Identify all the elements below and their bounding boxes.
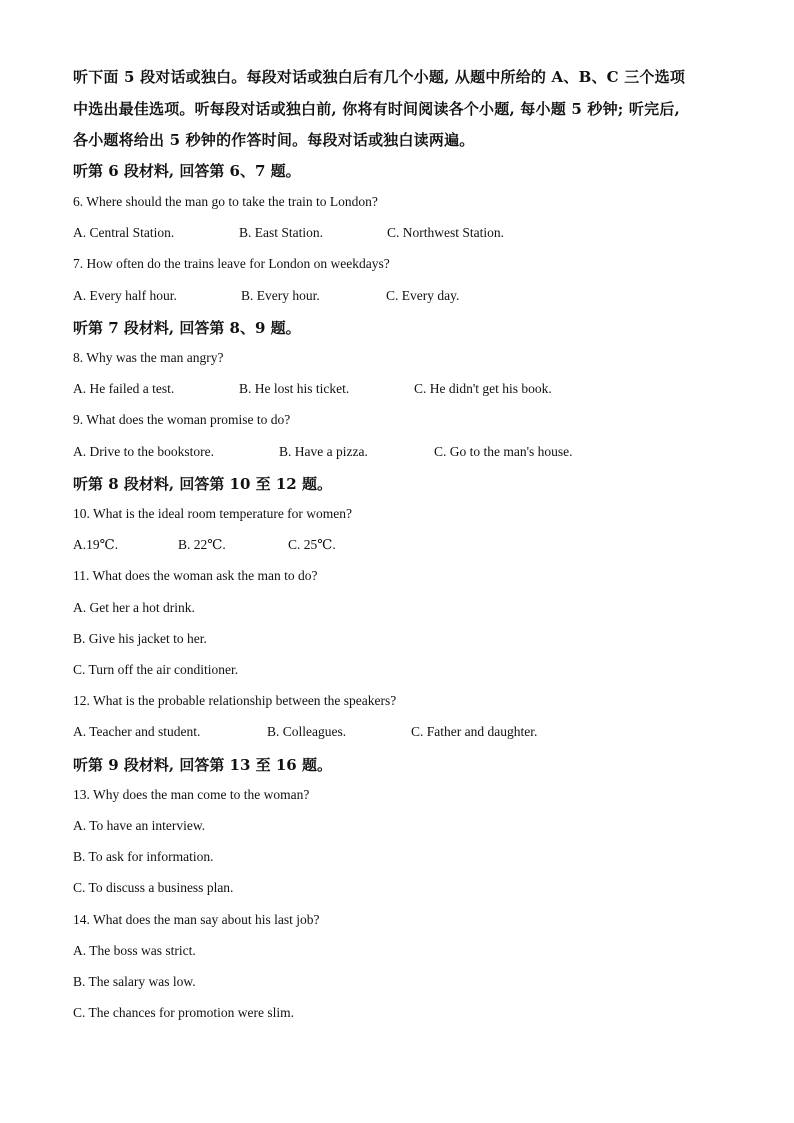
option-b[interactable]: B. East Station. xyxy=(239,225,323,240)
option-b[interactable]: B. He lost his ticket. xyxy=(239,381,350,396)
option-c[interactable]: C. Turn off the air conditioner. xyxy=(73,662,239,677)
option-c[interactable]: C. Every day. xyxy=(386,288,460,303)
option-row xyxy=(73,724,733,742)
question-stem: 8. Why was the man angry? xyxy=(73,350,224,365)
option-row xyxy=(73,444,733,462)
section-heading: 听第 8 段材料, 回答第 10 至 12 题。 xyxy=(73,475,332,493)
option-b[interactable]: B. Colleagues. xyxy=(267,724,347,739)
option-a[interactable]: A.19℃. xyxy=(73,537,119,552)
option-c[interactable]: C. He didn't get his book. xyxy=(414,381,552,396)
question-stem: 7. How often do the trains leave for London on weekdays? xyxy=(73,256,390,271)
question-stem: 6. Where should the man go to take the train to London? xyxy=(73,194,378,209)
option-a[interactable]: A. Teacher and student. xyxy=(73,724,201,739)
option-a[interactable]: A. The boss was strict. xyxy=(73,943,196,958)
option-row xyxy=(73,537,733,555)
question-stem: 12. What is the probable relationship between the speakers? xyxy=(73,693,397,708)
option-a[interactable]: A. He failed a test. xyxy=(73,381,175,396)
question-stem: 13. Why does the man come to the woman? xyxy=(73,787,310,802)
option-a[interactable]: A. Drive to the bookstore. xyxy=(73,444,214,459)
instruction-line-2: 中选出最佳选项。听每段对话或独白前, 你将有时间阅读各个小题, 每小题 5 秒钟; 听完后, xyxy=(73,100,680,118)
option-c[interactable]: C. Northwest Station. xyxy=(387,225,504,240)
option-a[interactable]: A. Get her a hot drink. xyxy=(73,600,195,615)
section-heading: 听第 9 段材料, 回答第 13 至 16 题。 xyxy=(73,756,332,774)
option-b[interactable]: B. To ask for information. xyxy=(73,849,214,864)
instruction-line-3: 各小题将给出 5 秒钟的作答时间。每段对话或独白读两遍。 xyxy=(73,131,475,149)
option-c[interactable]: C. Go to the man's house. xyxy=(434,444,573,459)
section-heading: 听第 6 段材料, 回答第 6、7 题。 xyxy=(73,162,301,180)
option-b[interactable]: B. Every hour. xyxy=(241,288,320,303)
option-a[interactable]: A. To have an interview. xyxy=(73,818,206,833)
option-b[interactable]: B. Give his jacket to her. xyxy=(73,631,207,646)
option-c[interactable]: C. To discuss a business plan. xyxy=(73,880,234,895)
option-c[interactable]: C. Father and daughter. xyxy=(411,724,538,739)
option-c[interactable]: C. 25℃. xyxy=(288,537,336,552)
section-heading: 听第 7 段材料, 回答第 8、9 题。 xyxy=(73,319,301,337)
instruction-line-1: 听下面 5 段对话或独白。每段对话或独白后有几个小题, 从题中所给的 A、B、C 三个选项 xyxy=(73,68,686,86)
question-stem: 14. What does the man say about his last job? xyxy=(73,912,320,927)
option-b[interactable]: B. Have a pizza. xyxy=(279,444,368,459)
option-b[interactable]: B. The salary was low. xyxy=(73,974,196,989)
question-stem: 9. What does the woman promise to do? xyxy=(73,412,291,427)
option-row xyxy=(73,288,733,306)
option-c[interactable]: C. The chances for promotion were slim. xyxy=(73,1005,294,1020)
option-a[interactable]: A. Every half hour. xyxy=(73,288,177,303)
question-stem: 10. What is the ideal room temperature for women? xyxy=(73,506,353,521)
option-b[interactable]: B. 22℃. xyxy=(178,537,226,552)
option-row xyxy=(73,381,733,399)
question-stem: 11. What does the woman ask the man to do? xyxy=(73,568,318,583)
option-row xyxy=(73,225,733,243)
option-a[interactable]: A. Central Station. xyxy=(73,225,175,240)
